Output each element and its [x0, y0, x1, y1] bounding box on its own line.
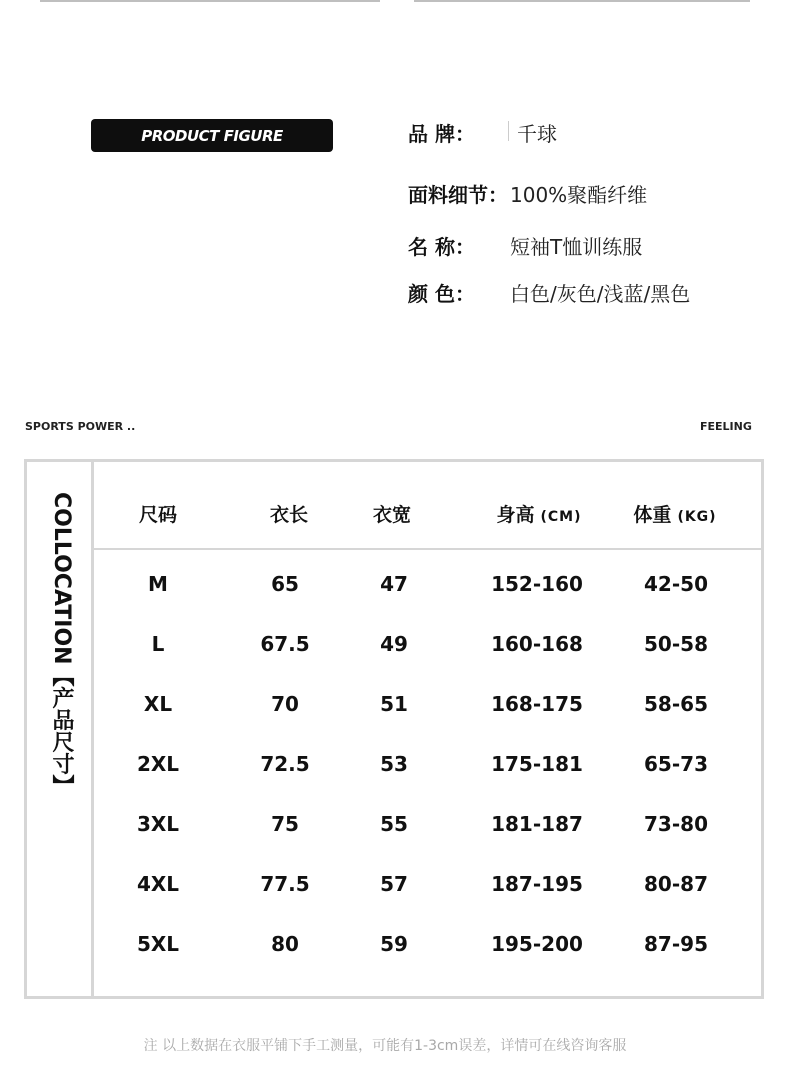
row-xl-height: 168-175	[491, 692, 583, 716]
cursor-bar	[508, 121, 509, 141]
top-divider-right	[414, 0, 750, 2]
measurement-note: 注 以上数据在衣服平铺下手工测量，可能有1-3cm误差，详情可在线咨询客服	[143, 1038, 627, 1054]
row-2xl-weight: 65-73	[644, 752, 708, 776]
row-m-width: 47	[380, 572, 408, 596]
row-3xl-length: 75	[271, 812, 299, 836]
row-5xl-length: 80	[271, 932, 299, 956]
row-2xl-height: 175-181	[491, 752, 583, 776]
size-table	[24, 459, 764, 999]
info-value-color: 白色/灰色/浅蓝/黑色	[510, 282, 691, 306]
row-m-size: M	[148, 572, 168, 596]
info-value-name: 短袖T恤训练服	[510, 235, 643, 259]
row-xl-length: 70	[271, 692, 299, 716]
row-5xl-height: 195-200	[491, 932, 583, 956]
row-2xl-length: 72.5	[260, 752, 310, 776]
info-label-brand: 品 牌：	[408, 122, 475, 146]
info-value-brand: 千球	[517, 122, 557, 146]
row-4xl-height: 187-195	[491, 872, 583, 896]
row-xl-weight: 58-65	[644, 692, 708, 716]
row-m-height: 152-160	[491, 572, 583, 596]
sports-power-text: SPORTS POWER ..	[25, 420, 136, 433]
row-5xl-size: 5XL	[136, 932, 180, 956]
row-l-length: 67.5	[260, 632, 310, 656]
row-3xl-height: 181-187	[491, 812, 583, 836]
row-m-length: 65	[271, 572, 299, 596]
row-m-weight: 42-50	[644, 572, 708, 596]
row-l-size: L	[151, 632, 165, 656]
info-row-fabric	[408, 179, 647, 208]
info-label-fabric: 面料细节：	[408, 183, 508, 207]
row-l-weight: 50-58	[644, 632, 708, 656]
feeling-text: FEELING	[700, 420, 752, 433]
row-4xl-length: 77.5	[260, 872, 310, 896]
info-row-brand	[408, 118, 557, 147]
collocation-vertical-title: COLLOCATION【产品尺寸】	[49, 492, 74, 797]
row-xl-size: XL	[143, 692, 173, 716]
row-4xl-weight: 80-87	[644, 872, 708, 896]
row-3xl-size: 3XL	[136, 812, 180, 836]
header-width: 衣宽	[372, 504, 412, 526]
row-l-height: 160-168	[491, 632, 583, 656]
table-header-divider	[94, 548, 761, 550]
row-2xl-width: 53	[380, 752, 408, 776]
info-row-color	[408, 278, 690, 307]
row-5xl-weight: 87-95	[644, 932, 708, 956]
table-vertical-divider	[91, 462, 94, 996]
row-l-width: 49	[380, 632, 408, 656]
info-label-color: 颜 色：	[408, 282, 475, 306]
row-4xl-width: 57	[380, 872, 408, 896]
header-size: 尺码	[138, 504, 178, 526]
row-xl-width: 51	[380, 692, 408, 716]
info-row-name	[408, 231, 642, 260]
row-3xl-weight: 73-80	[644, 812, 708, 836]
row-2xl-size: 2XL	[136, 752, 180, 776]
product-figure-badge: PRODUCT FIGURE	[91, 119, 333, 152]
header-weight: 体重 (KG)	[633, 504, 717, 526]
info-label-name: 名 称：	[408, 235, 475, 259]
info-value-fabric: 100%聚酯纤维	[510, 183, 648, 207]
row-4xl-size: 4XL	[136, 872, 180, 896]
header-length: 衣长	[269, 504, 309, 526]
row-5xl-width: 59	[380, 932, 408, 956]
top-divider-left	[40, 0, 380, 2]
header-height: 身高 (CM)	[496, 504, 582, 526]
row-3xl-width: 55	[380, 812, 408, 836]
